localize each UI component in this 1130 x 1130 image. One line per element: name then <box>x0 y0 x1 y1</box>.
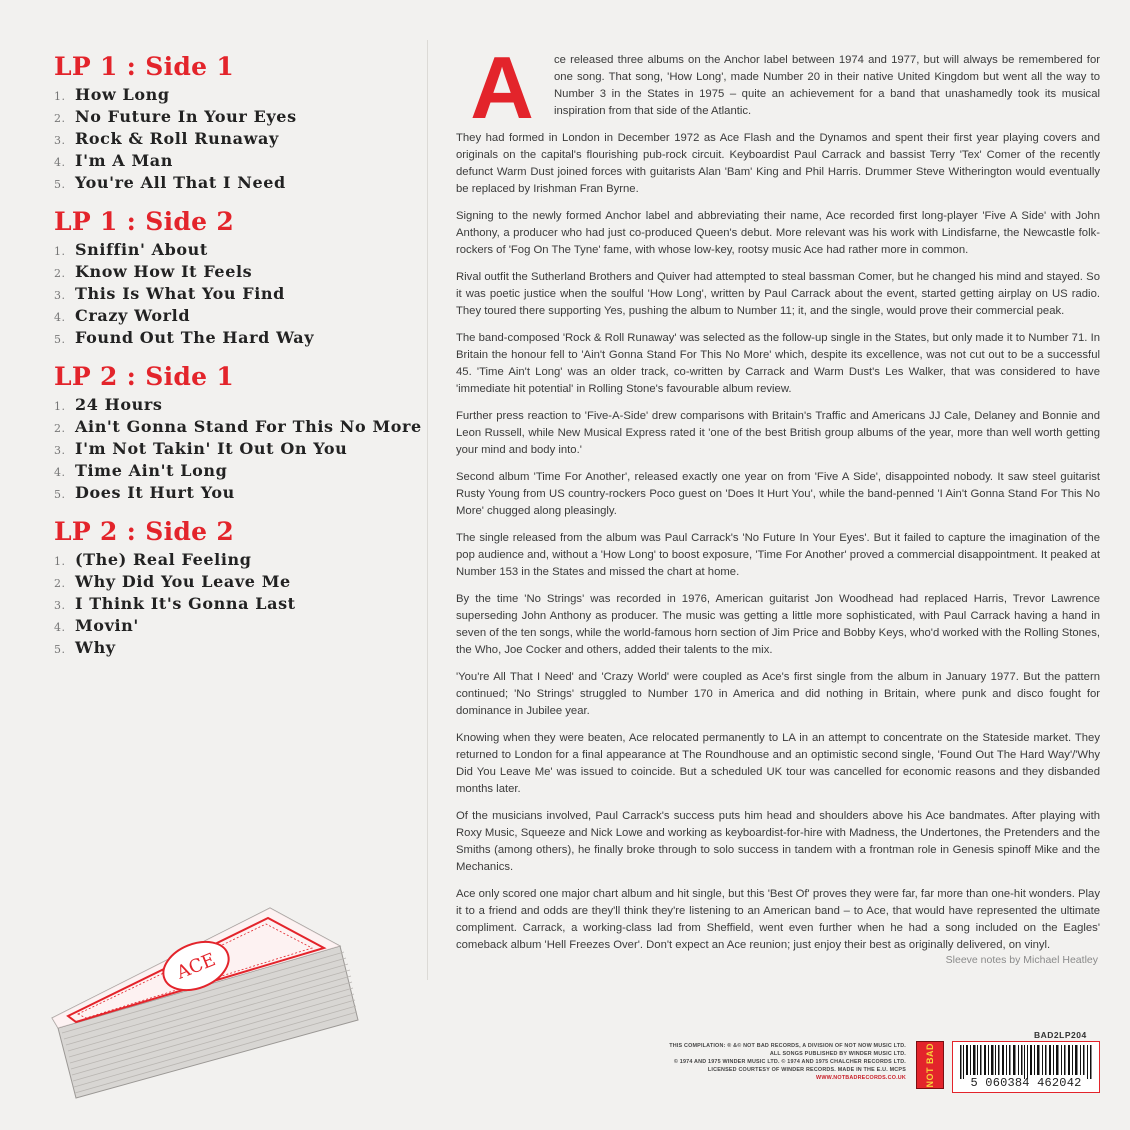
track-name: Crazy World <box>75 306 191 325</box>
legal-line: ALL SONGS PUBLISHED BY WINDER MUSIC LTD. <box>769 1051 906 1057</box>
track-item <box>54 306 424 328</box>
track-item <box>54 594 424 616</box>
track-name: (The) Real Feeling <box>75 550 252 569</box>
track-number: 3. <box>54 599 66 612</box>
track-item <box>54 85 424 107</box>
track-number: 5. <box>54 333 66 346</box>
track-name: Does It Hurt You <box>75 483 235 502</box>
track-number: 4. <box>54 621 66 634</box>
track-number: 1. <box>54 90 66 103</box>
track-item <box>54 240 424 262</box>
track-name: Movin' <box>75 616 139 635</box>
notes-paragraph <box>456 38 1100 137</box>
notes-paragraph: They had formed in London in December 1972 as Ace Flash and the Dynamos and spent their first year playing covers and originals on the capital's flourishing pub-rock circuit. Keyboardist Paul Carrack and bassist Terry 'Tex' Comer of the recently defunct Warm Dust joined forces with guitarists Alan 'Bam' King and Phil Harris. Drummer Steve Witherington would eventually be replaced by Irishman Fran Byrne. <box>456 132 1100 195</box>
track-name: Sniffin' About <box>75 240 208 259</box>
track-number: 5. <box>54 488 66 501</box>
track-name: You're All That I Need <box>75 173 286 192</box>
drop-cap: A <box>470 38 532 137</box>
side-lp2-side1 <box>54 362 424 505</box>
track-number: 1. <box>54 555 66 568</box>
notes-paragraph: Knowing when they were beaten, Ace relocated permanently to LA in an attempt to concentrate on the Stateside market. They returned to London for a final appearance at The Roundhouse and an optimistic second single, 'Found Out The Hard Way'/'Why Did You Leave Me' was issued to coincide. But a scheduled UK tour was cancelled for economic reasons and they disbanded months later. <box>456 732 1100 795</box>
track-number: 1. <box>54 400 66 413</box>
track-item <box>54 638 424 660</box>
notes-paragraph: Of the musicians involved, Paul Carrack's success puts him head and shoulders above his Ace bandmates. After playing with Roxy Music, Squeeze and Nick Lowe and working as keyboardist-for-hire with Madness, the Undertones, the Pretenders and the Smiths (among others), he finally broke through to solo success in tandem with a frontman role in Genesis spinoff Mike and the Mechanics. <box>456 810 1100 873</box>
track-name: How Long <box>75 85 170 104</box>
column-divider <box>427 40 428 980</box>
notes-paragraph: 'You're All That I Need' and 'Crazy World' were coupled as Ace's first single from the album in January 1977. But the pattern continued; 'No Strings' struggled to Number 170 in America and did nothing in Britain, where punk and disco fought for dominance in Jubilee year. <box>456 671 1100 717</box>
track-number: 1. <box>54 245 66 258</box>
catalog-number: BAD2LP204 <box>1034 1030 1087 1040</box>
track-item <box>54 328 424 350</box>
track-number: 2. <box>54 112 66 125</box>
notes-paragraph: By the time 'No Strings' was recorded in 1976, American guitarist Jon Woodhead had replaced Harris, Trevor Lawrence superseding John Anthony as producer. The music was getting a little more sophisticated, with Paul Carrack having a hand in seven of the ten songs, while the world-famous horn section of Jim Price and Bobby Keys, who'd worked with the Rolling Stones, the Who, Joe Cocker and others, added their talents to the mix. <box>456 593 1100 656</box>
track-item <box>54 262 424 284</box>
track-number: 3. <box>54 444 66 457</box>
track-item <box>54 395 424 417</box>
track-name: I'm Not Takin' It Out On You <box>75 439 348 458</box>
track-item <box>54 129 424 151</box>
track-item <box>54 483 424 505</box>
track-number: 5. <box>54 178 66 191</box>
card-deck-icon <box>40 900 370 1100</box>
side-lp2-side2 <box>54 517 424 660</box>
track-name: Rock & Roll Runaway <box>75 129 279 148</box>
notes-paragraph: Signing to the newly formed Anchor label and abbreviating their name, Ace recorded first long-player 'Five A Side' with John Anthony, a producer who had just co-produced Queen's debut. More relevant was his work with Lindisfarne, the Newcastle folk-rockers of 'Fog On The Tyne' fame, with whose low-key, rootsy music Ace had rather more in common. <box>456 210 1100 256</box>
track-number: 4. <box>54 311 66 324</box>
label-website: WWW.NOTBADRECORDS.CO.UK <box>816 1075 906 1081</box>
track-item <box>54 151 424 173</box>
track-name: Ain't Gonna Stand For This No More <box>75 417 422 436</box>
track-item <box>54 461 424 483</box>
track-number: 4. <box>54 156 66 169</box>
track-item <box>54 550 424 572</box>
track-name: Why Did You Leave Me <box>75 572 291 591</box>
track-item <box>54 417 424 439</box>
legal-text <box>590 1042 906 1082</box>
side-lp1-side1 <box>54 52 424 195</box>
side-title: LP 2 : Side 2 <box>54 517 235 546</box>
sleeve-notes <box>456 38 1100 964</box>
side-title: LP 1 : Side 1 <box>54 52 235 81</box>
notes-paragraph: The band-composed 'Rock & Roll Runaway' was selected as the follow-up single in the States, but only made it to Number 71. In Britain the honour fell to 'Ain't Gonna Stand For This No More' which, despite its excellence, was not cut out to be a successful 45. 'Time Ain't Long' was an older track, co-written by Carrack and Warm Dust's Les Walker, that was considered to have 'immediate hit potential' in Rolling Stone's favourable album review. <box>456 332 1100 395</box>
label-logo-text: NOT BAD <box>925 1042 935 1088</box>
track-name: 24 Hours <box>75 395 163 414</box>
track-name: This Is What You Find <box>75 284 285 303</box>
legal-line: LICENSED COURTESY OF WINDER RECORDS. MADE IN THE E.U. MCPS <box>707 1067 906 1073</box>
side-title: LP 2 : Side 1 <box>54 362 235 391</box>
track-number: 2. <box>54 267 66 280</box>
track-number: 4. <box>54 466 66 479</box>
track-number: 3. <box>54 134 66 147</box>
notes-paragraph: Further press reaction to 'Five-A-Side' drew comparisons with Britain's Traffic and Americans JJ Cale, Delaney and Bonnie and Leon Russell, while New Musical Express rated it 'one of the best British group albums of the year, more than well worth getting your mind and body into.' <box>456 410 1100 456</box>
notes-paragraph: Rival outfit the Sutherland Brothers and Quiver had attempted to steal bassman Comer, but he changed his mind and stayed. So it was poetic justice when the soulful 'How Long', written by Paul Carrack about the event, started getting airplay on US radio. They toured there supporting Yes, pushing the album to Number 11; it, and the single, would prove their commercial peak. <box>456 271 1100 317</box>
track-number: 5. <box>54 643 66 656</box>
track-item <box>54 572 424 594</box>
track-name: Time Ain't Long <box>75 461 228 480</box>
legal-line: © 1974 AND 1975 WINDER MUSIC LTD. © 1974 AND 1975 CHALCHER RECORDS LTD. <box>673 1059 906 1065</box>
side-title: LP 1 : Side 2 <box>54 207 235 236</box>
track-name: I'm A Man <box>75 151 173 170</box>
track-name: Found Out The Hard Way <box>75 328 315 347</box>
record-label-logo <box>916 1041 944 1089</box>
legal-line: THIS COMPILATION: ® &© NOT BAD RECORDS, A DIVISION OF NOT NOW MUSIC LTD. <box>669 1043 906 1049</box>
track-number: 3. <box>54 289 66 302</box>
track-name: No Future In Your Eyes <box>75 107 297 126</box>
card-logo-text: ACE <box>173 949 219 984</box>
notes-text: ce released three albums on the Anchor label between 1974 and 1977, but will always be remembered for one song. That song, 'How Long', made Number 20 in their native United Kingdom but went all the way to Number 3 in the States in 1975 – quite an achievement for a band that unashamedly took its musical inspiration from that side of the Atlantic. <box>554 54 1100 117</box>
side-lp1-side2 <box>54 207 424 350</box>
barcode-number: 5 060384 462042 <box>970 1076 1082 1090</box>
tracklist <box>54 52 424 672</box>
track-name: Know How It Feels <box>75 262 253 281</box>
track-item <box>54 616 424 638</box>
track-item <box>54 107 424 129</box>
track-item <box>54 439 424 461</box>
track-item <box>54 284 424 306</box>
track-item <box>54 173 424 195</box>
track-name: I Think It's Gonna Last <box>75 594 296 613</box>
notes-credit: Sleeve notes by Michael Heatley <box>945 954 1098 966</box>
track-number: 2. <box>54 577 66 590</box>
track-name: Why <box>75 638 116 657</box>
notes-paragraph: Second album 'Time For Another', released exactly one year on from 'Five A Side', disappointed nobody. It saw steel guitarist Rusty Young from US country-rockers Poco guest on 'Does It Hurt You', while the band-penned 'I Ain't Gonna Stand For This No More' chugged along pleasingly. <box>456 471 1100 517</box>
barcode <box>952 1041 1100 1093</box>
notes-paragraph: Ace only scored one major chart album and hit single, but this 'Best Of' proves they were far, far more than one-hit wonders. Play it to a friend and odds are they'll think they're listening to an American band – to Ace, that would have represented the ultimate compliment. Carrack, a working-class lad from Sheffield, went even further when he had a song included on the Eagles' comeback album 'Hell Freezes Over'. Don't expect an Ace reunion; just enjoy their best as originally delivered, on vinyl. <box>456 888 1100 951</box>
card-deck-illustration <box>40 900 370 1105</box>
track-number: 2. <box>54 422 66 435</box>
notes-paragraph: The single released from the album was Paul Carrack's 'No Future In Your Eyes'. But it failed to capture the imagination of the pop audience and, without a 'How Long' to boost exposure, 'Time For Another' proved a commercial disappointment. It peaked at Number 153 in the States and missed the chart at home. <box>456 532 1100 578</box>
